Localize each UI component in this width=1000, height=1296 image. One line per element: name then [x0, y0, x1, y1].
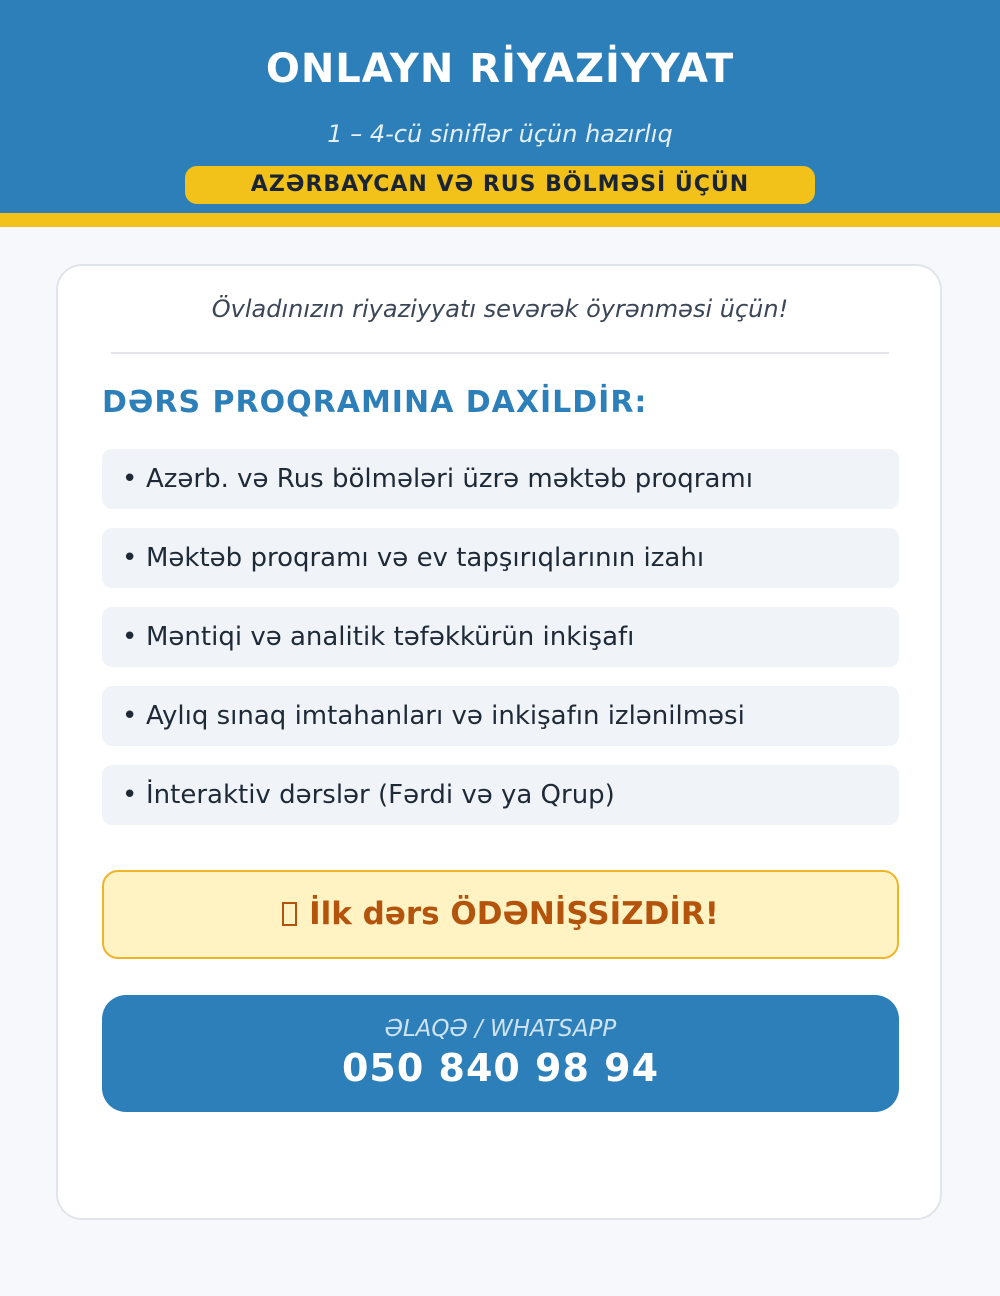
bullet-icon: • [122, 464, 138, 494]
program-item [102, 607, 899, 667]
program-item-text: Məktəb proqramı və ev tapşırıqlarının izahı [146, 543, 705, 573]
free-lesson-text: İlk dərs ÖDƏNİŞSİZDİR! [309, 896, 719, 932]
program-item [102, 765, 899, 825]
divider [111, 352, 889, 354]
page-subtitle: 1 – 4-cü siniflər üçün hazırlıq [327, 120, 673, 148]
gift-icon [282, 902, 297, 926]
bullet-icon: • [122, 622, 138, 652]
bullet-icon: • [122, 701, 138, 731]
page-title: ONLAYN RİYAZİYYAT [265, 46, 735, 92]
program-heading: DƏRS PROQRAMINA DAXİLDİR: [102, 385, 648, 420]
program-item [102, 528, 899, 588]
tagline: Övladınızın riyaziyyatı sevərək öyrənməsi üçün! [211, 295, 789, 323]
program-item [102, 449, 899, 509]
program-item-text: Aylıq sınaq imtahanları və inkişafın izlənilməsi [146, 701, 745, 731]
contact-phone[interactable]: 050 840 98 94 [341, 1046, 660, 1090]
free-lesson-banner [102, 870, 899, 959]
contact-label: ƏLAQƏ / WHATSAPP [384, 1016, 617, 1042]
program-item-text: Məntiqi və analitik təfəkkürün inkişafı [146, 622, 635, 652]
sections-badge: AZƏRBAYCAN VƏ RUS BÖLMƏSİ ÜÇÜN [185, 166, 815, 204]
header-stripe [0, 213, 1000, 227]
program-list [102, 449, 899, 844]
program-item-text: İnteraktiv dərslər (Fərdi və ya Qrup) [146, 780, 615, 810]
program-item [102, 686, 899, 746]
bullet-icon: • [122, 780, 138, 810]
program-item-text: Azərb. və Rus bölmələri üzrə məktəb proqramı [146, 464, 753, 494]
contact-button[interactable] [102, 995, 899, 1112]
bullet-icon: • [122, 543, 138, 573]
